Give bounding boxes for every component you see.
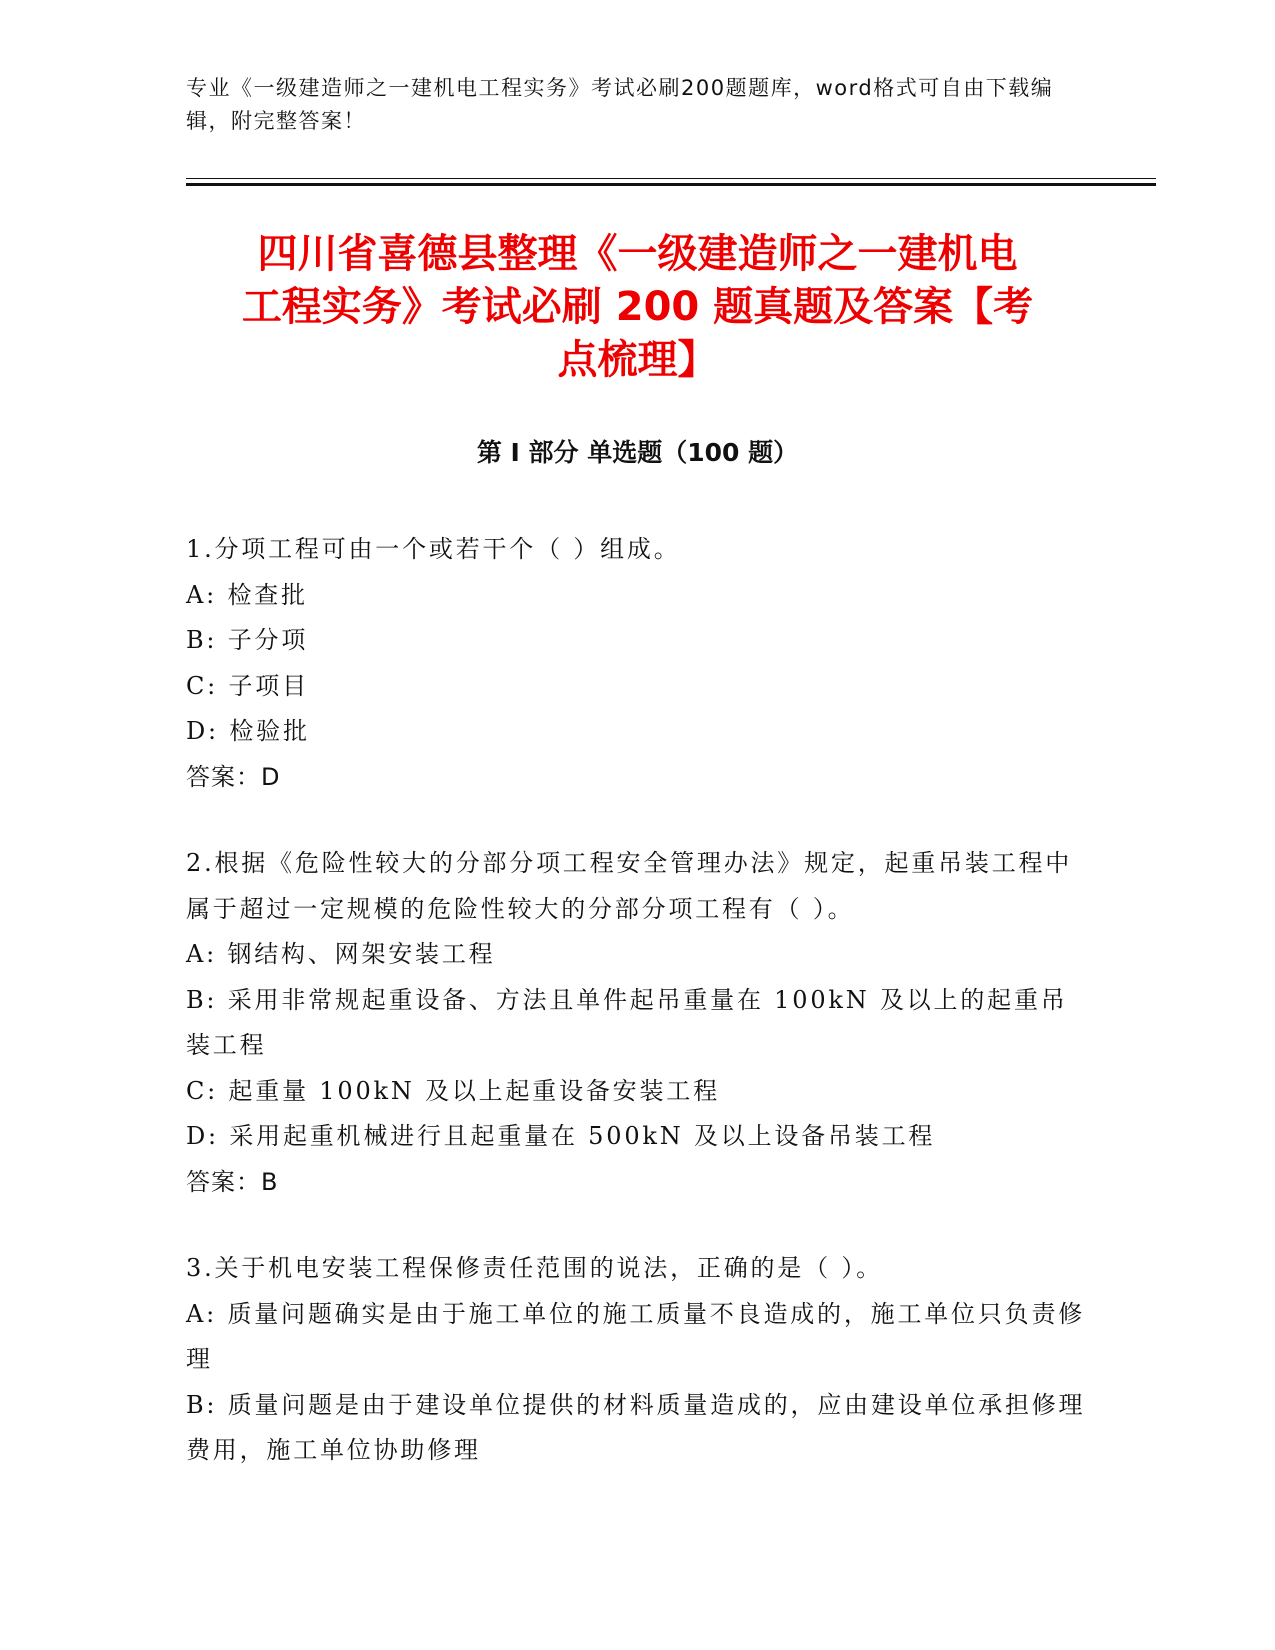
option-d: D: 检验批: [186, 717, 310, 745]
question-stem: 2.根据《危险性较大的分部分项工程安全管理办法》规定，起重吊装工程中属于超过一定规模的危险性较大的分部分项工程有（ ）。: [186, 849, 1073, 923]
header-note: 专业《一级建造师之一建机电工程实务》考试必刷200题题库，word格式可自由下载编辑，附完整答案！: [186, 76, 1054, 133]
answer: 答案：D: [186, 762, 281, 791]
question-3: [186, 1246, 1086, 1474]
title-line-2: 工程实务》考试必刷 200 题真题及答案【考: [241, 284, 1034, 330]
answer: 答案：B: [186, 1167, 279, 1196]
option-b: B: 子分项: [186, 626, 309, 654]
question-stem: 1.分项工程可由一个或若干个（ ）组成。: [186, 535, 681, 563]
title-line-1: 四川省喜德县整理《一级建造师之一建机电: [257, 231, 1018, 277]
document-title: [186, 228, 1089, 387]
option-a: A: 钢结构、网架安装工程: [186, 940, 496, 968]
option-b: B: 采用非常规起重设备、方法且单件起吊重量在 100kN 及以上的起重吊装工程: [186, 985, 1068, 1059]
question-1: [186, 527, 1086, 800]
option-c: C: 起重量 100kN 及以上起重设备安装工程: [186, 1076, 720, 1105]
question-2: [186, 841, 1086, 1205]
title-line-3: 点梳理】: [557, 337, 718, 383]
question-list: [186, 527, 1086, 1515]
option-d: D: 采用起重机械进行且起重量在 500kN 及以上设备吊装工程: [186, 1122, 936, 1150]
header-divider-thin: [186, 178, 1156, 179]
option-b: B: 质量问题是由于建设单位提供的材料质量造成的，应由建设单位承担修理费用，施工单位协助修理: [186, 1390, 1086, 1464]
question-stem: 3.关于机电安装工程保修责任范围的说法，正确的是（ ）。: [186, 1254, 883, 1282]
header-divider-thick: [186, 183, 1156, 186]
option-a: A: 检查批: [186, 580, 308, 609]
option-a: A: 质量问题确实是由于施工单位的施工质量不良造成的，施工单位只负责修理: [186, 1299, 1086, 1373]
section-title: 第 I 部分 单选题（100 题）: [476, 438, 799, 467]
option-c: C: 子项目: [186, 671, 309, 700]
